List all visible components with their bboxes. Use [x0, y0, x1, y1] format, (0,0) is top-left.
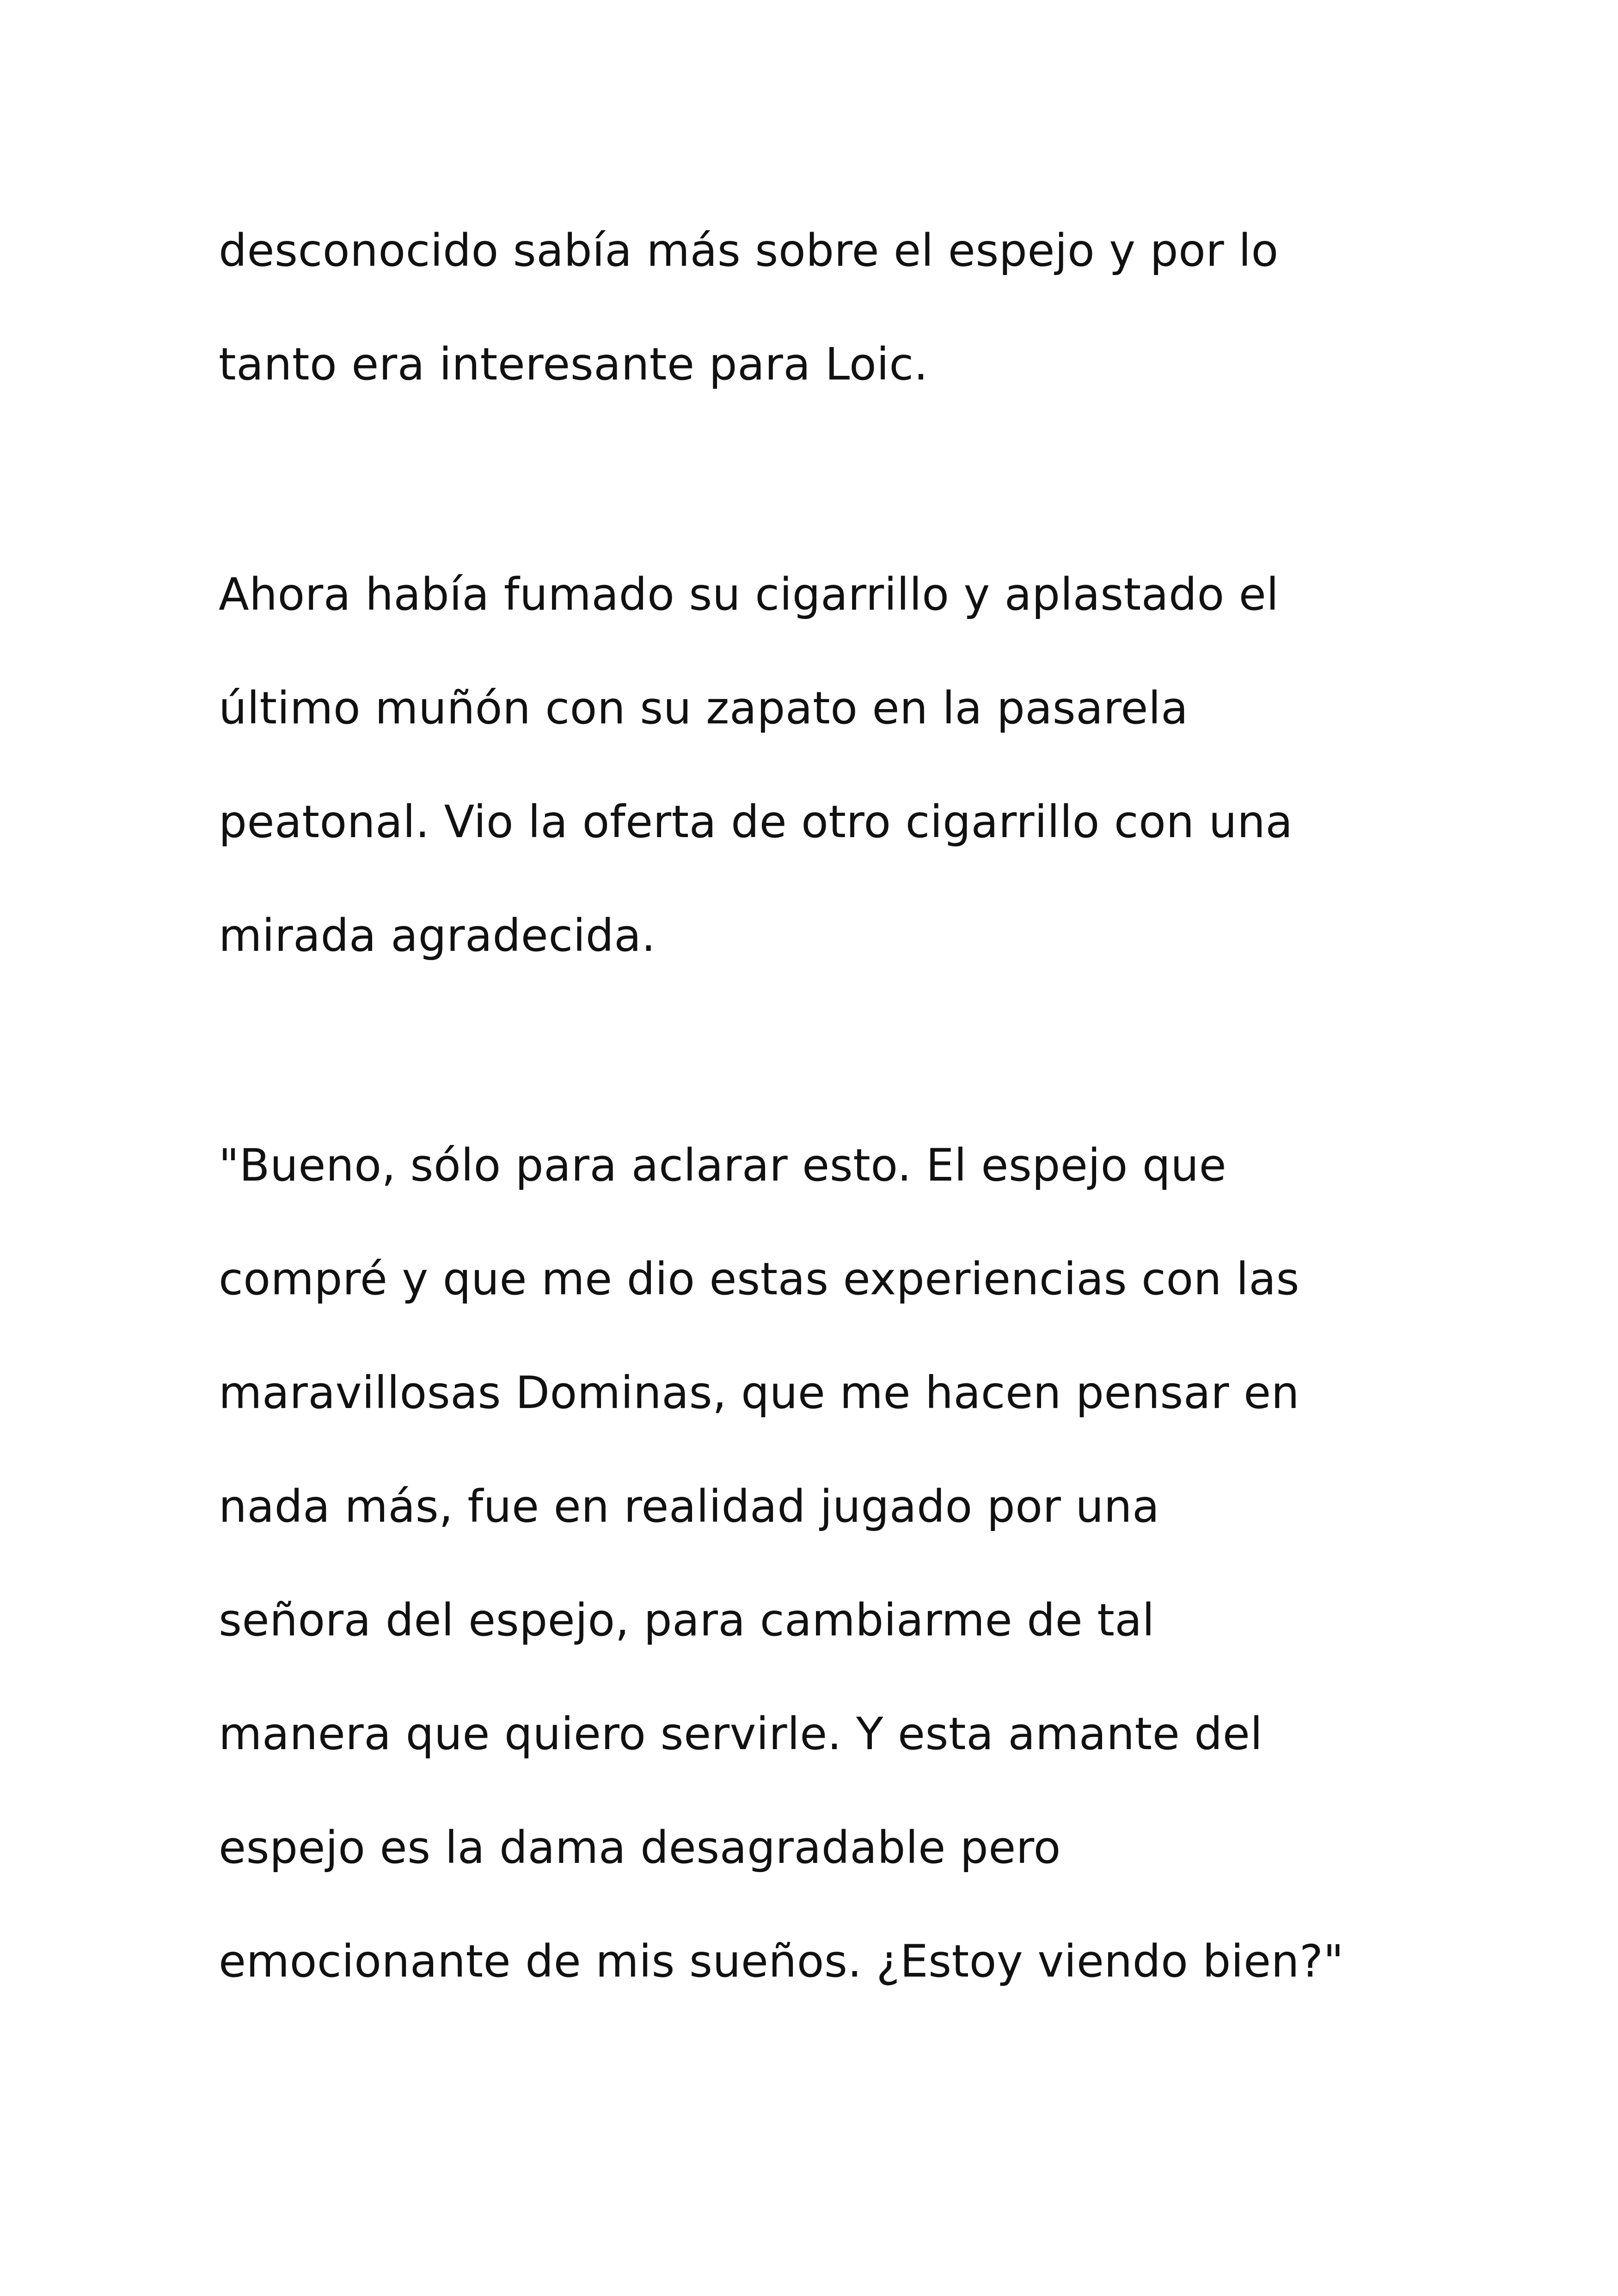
text-line: maravillosas Dominas, que me hacen pensar en [219, 1367, 1300, 1419]
text-line: emocionante de mis sueños. ¿Estoy viendo bien?" [219, 1935, 1344, 1987]
text-line: mirada agradecida. [219, 910, 656, 961]
text-line: nada más, fue en realidad jugado por una [219, 1481, 1160, 1532]
text-line: tanto era interesante para Loic. [219, 338, 928, 390]
text-line: Ahora había fumado su cigarrillo y aplastado el [219, 569, 1279, 620]
text-line: desconocido sabía más sobre el espejo y por lo [219, 225, 1279, 276]
text-line: "Bueno, sólo para aclarar esto. El espejo que [219, 1139, 1227, 1191]
text-line: compré y que me dio estas experiencias con las [219, 1253, 1300, 1305]
text-line: último muñón con su zapato en la pasarela [219, 682, 1189, 734]
text-line: señora del espejo, para cambiarme de tal [219, 1594, 1155, 1646]
text-line: manera que quiero servirle. Y esta amante del [219, 1708, 1263, 1760]
text-line: espejo es la dama desagradable pero [219, 1822, 1061, 1874]
text-line: peatonal. Vio la oferta de otro cigarrillo con una [219, 796, 1293, 848]
